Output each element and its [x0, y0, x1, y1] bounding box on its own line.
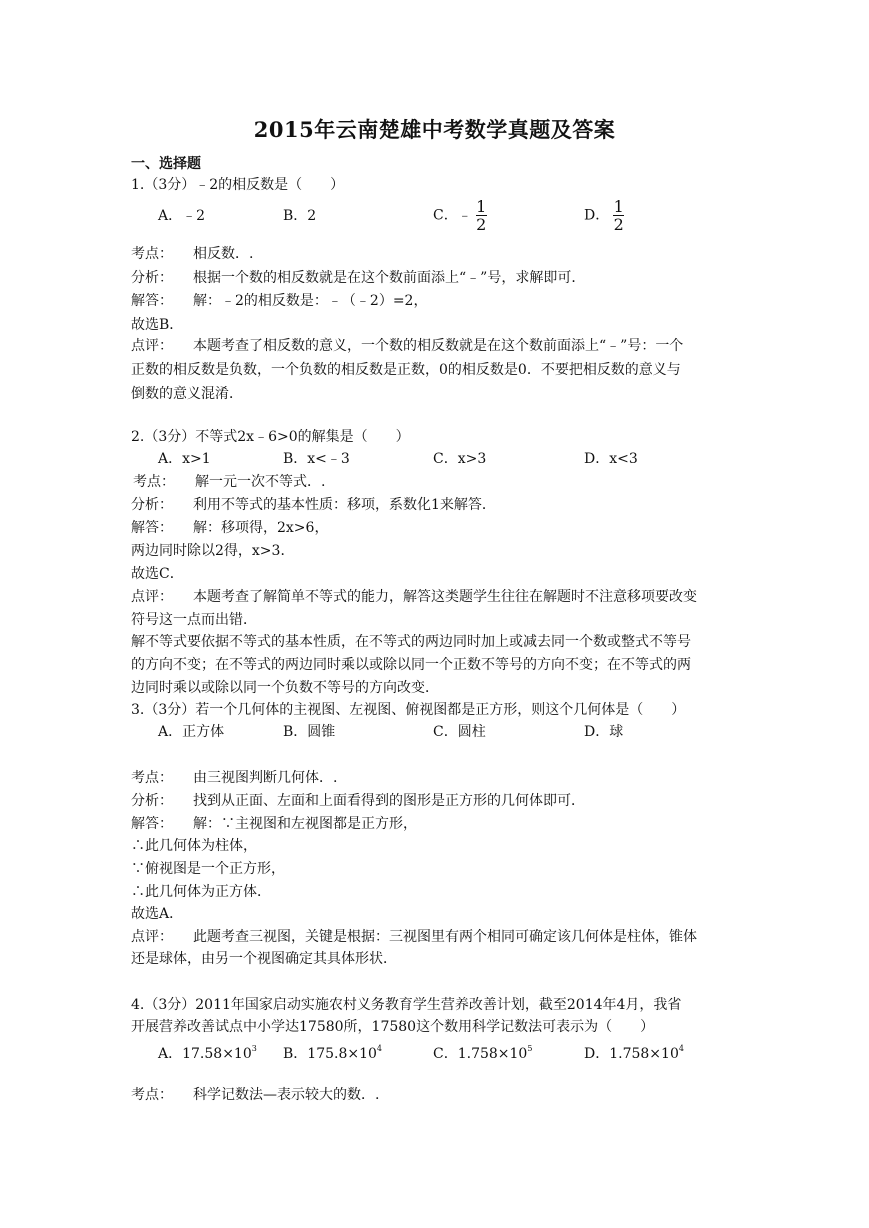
- q2-dianping-text-1: 本题考查了解简单不等式的能力，解答这类题学生往往在解题时不注意移项要改变: [193, 589, 697, 605]
- kaodian-label: 考点：: [131, 1087, 173, 1103]
- dianping-label: 点评：: [131, 929, 173, 945]
- q2-stem: 2.（3分）不等式2x﹣6>0的解集是（ ）: [131, 429, 410, 445]
- q1-option-d-fraction: [613, 199, 624, 232]
- q1-stem: 1.（3分）﹣2的相反数是（ ）: [131, 177, 345, 193]
- q3-fenxi-text: 找到从正面、左面和上面看得到的图形是正方形的几何体即可．: [193, 793, 585, 809]
- fenxi-label: 分析：: [131, 497, 173, 513]
- q1-option-d-denominator: 2: [613, 215, 624, 234]
- kaodian-label: 考点：: [131, 770, 173, 786]
- fenxi-label: 分析：: [131, 270, 173, 286]
- q1-fenxi: [131, 270, 585, 286]
- q1-option-a: A．﹣2: [158, 208, 206, 224]
- q2-jieda-line-2: 两边同时除以2得，x>3．: [131, 543, 295, 559]
- q1-kaodian: [131, 246, 253, 262]
- q1-option-d: [584, 199, 624, 232]
- q1-option-c-numerator: 1: [476, 197, 487, 216]
- q3-dianping-text-2: 还是球体，由另一个视图确定其具体形状．: [131, 951, 397, 967]
- q4-option-d: [584, 1041, 684, 1062]
- section-heading: 一、选择题: [131, 156, 201, 172]
- q2-kaodian: [131, 474, 325, 490]
- q4-stem-1: 4.（3分）2011年国家启动实施农村义务教育学生营养改善计划，截至2014年4月，我省: [131, 997, 682, 1013]
- q4-option-c: [433, 1041, 532, 1062]
- page-title: 2015年云南楚雄中考数学真题及答案: [253, 117, 616, 142]
- q2-dianping: [131, 589, 697, 605]
- q1-dianping-text-2: 正数的相反数是负数，一个负数的相反数是正数，0的相反数是0．不要把相反数的意义与: [131, 362, 681, 378]
- q1-dianping: [131, 338, 683, 354]
- q3-kaodian: [131, 770, 337, 786]
- q1-jieda-text: 解：﹣2的相反数是：﹣（﹣2）=2，: [193, 293, 428, 309]
- kaodian-label: 考点：: [133, 474, 175, 490]
- q4-option-b-base: B．175.8×10: [283, 1046, 377, 1062]
- q1-option-d-prefix: D．: [584, 207, 610, 224]
- q1-dianping-text-3: 倒数的意义混淆．: [131, 386, 243, 402]
- q3-option-b: B．圆锥: [283, 724, 336, 740]
- q3-dianping-text-1: 此题考查三视图，关键是根据：三视图里有两个相同可确定该几何体是柱体，锥体: [193, 929, 697, 945]
- q1-option-c-fraction: [476, 199, 487, 232]
- q2-option-b: B．x<﹣3: [283, 451, 350, 467]
- q1-fenxi-text: 根据一个数的相反数就是在这个数前面添上“﹣”号，求解即可．: [193, 270, 586, 286]
- q2-jieda-text: 解：移项得，2x>6，: [193, 520, 329, 536]
- q4-kaodian: [131, 1087, 379, 1103]
- q1-answer: 故选B．: [131, 317, 184, 333]
- q2-jieda: [131, 520, 328, 536]
- q1-kaodian-text: 相反数．.: [193, 246, 254, 262]
- fenxi-label: 分析：: [131, 793, 173, 809]
- q2-extra-3: 边同时乘以或除以同一个负数不等号的方向改变．: [131, 680, 439, 696]
- q4-kaodian-text: 科学记数法—表示较大的数．.: [193, 1087, 380, 1103]
- dianping-label: 点评：: [131, 589, 173, 605]
- q4-option-b-exponent: 4: [376, 1044, 383, 1053]
- q3-jieda-line-3: ∵俯视图是一个正方形，: [131, 861, 285, 877]
- q4-stem-2: 开展营养改善试点中小学达17580所，17580这个数用科学记数法可表示为（ ）: [131, 1019, 655, 1035]
- q2-option-d: D．x<3: [584, 451, 638, 467]
- q4-option-c-base: C．1.758×10: [433, 1046, 528, 1062]
- jieda-label: 解答：: [131, 293, 173, 309]
- q3-jieda-text: 解：∵主视图和左视图都是正方形，: [193, 816, 417, 832]
- q2-option-c: C．x>3: [433, 451, 487, 467]
- q3-jieda-line-2: ∴此几何体为柱体，: [131, 838, 257, 854]
- q2-answer: 故选C．: [131, 566, 184, 582]
- q4-option-b: [283, 1041, 382, 1062]
- q3-option-a: A．正方体: [158, 724, 225, 740]
- q4-option-a-exponent: 3: [251, 1044, 257, 1053]
- kaodian-label: 考点：: [131, 246, 173, 262]
- q1-option-c-denominator: 2: [476, 215, 487, 234]
- q2-fenxi: [131, 497, 496, 513]
- q1-jieda: [131, 293, 427, 309]
- q3-jieda-line-4: ∴此几何体为正方体．: [131, 884, 271, 900]
- q4-option-d-base: D．1.758×10: [584, 1046, 679, 1062]
- q4-option-a-base: A．17.58×10: [158, 1046, 252, 1062]
- q2-option-a: A．x>1: [158, 451, 211, 467]
- q2-extra-2: 的方向不变；在不等式的两边同时乘以或除以同一个正数不等号的方向不变；在不等式的两: [131, 657, 691, 673]
- q3-jieda: [131, 816, 417, 832]
- q1-dianping-text-1: 本题考查了相反数的意义，一个数的相反数就是在这个数前面添上“﹣”号：一个: [193, 338, 684, 354]
- q1-option-d-numerator: 1: [613, 197, 624, 216]
- q3-stem: 3.（3分）若一个几何体的主视图、左视图、俯视图都是正方形，则这个几何体是（ ）: [131, 702, 686, 718]
- q3-option-d: D．球: [584, 724, 624, 740]
- q2-fenxi-text: 利用不等式的基本性质：移项，系数化1来解答．: [193, 497, 496, 513]
- jieda-label: 解答：: [131, 520, 173, 536]
- q4-option-a: [158, 1041, 257, 1062]
- q4-option-c-exponent: 5: [527, 1044, 533, 1053]
- q1-option-c-prefix: C．﹣: [433, 207, 472, 224]
- q3-dianping: [131, 929, 697, 945]
- q1-option-b: B．2: [283, 208, 317, 224]
- q2-kaodian-text: 解一元一次不等式．.: [195, 474, 326, 490]
- q4-option-d-exponent: 4: [678, 1044, 684, 1053]
- dianping-label: 点评：: [131, 338, 173, 354]
- q3-fenxi: [131, 793, 585, 809]
- q3-answer: 故选A．: [131, 906, 184, 922]
- q2-extra-1: 解不等式要依据不等式的基本性质，在不等式的两边同时加上或减去同一个数或整式不等号: [131, 634, 691, 650]
- q2-dianping-text-2: 符号这一点而出错．: [131, 612, 257, 628]
- q3-option-c: C．圆柱: [433, 724, 486, 740]
- q1-option-c: [433, 199, 487, 232]
- jieda-label: 解答：: [131, 816, 173, 832]
- q3-kaodian-text: 由三视图判断几何体．.: [193, 770, 338, 786]
